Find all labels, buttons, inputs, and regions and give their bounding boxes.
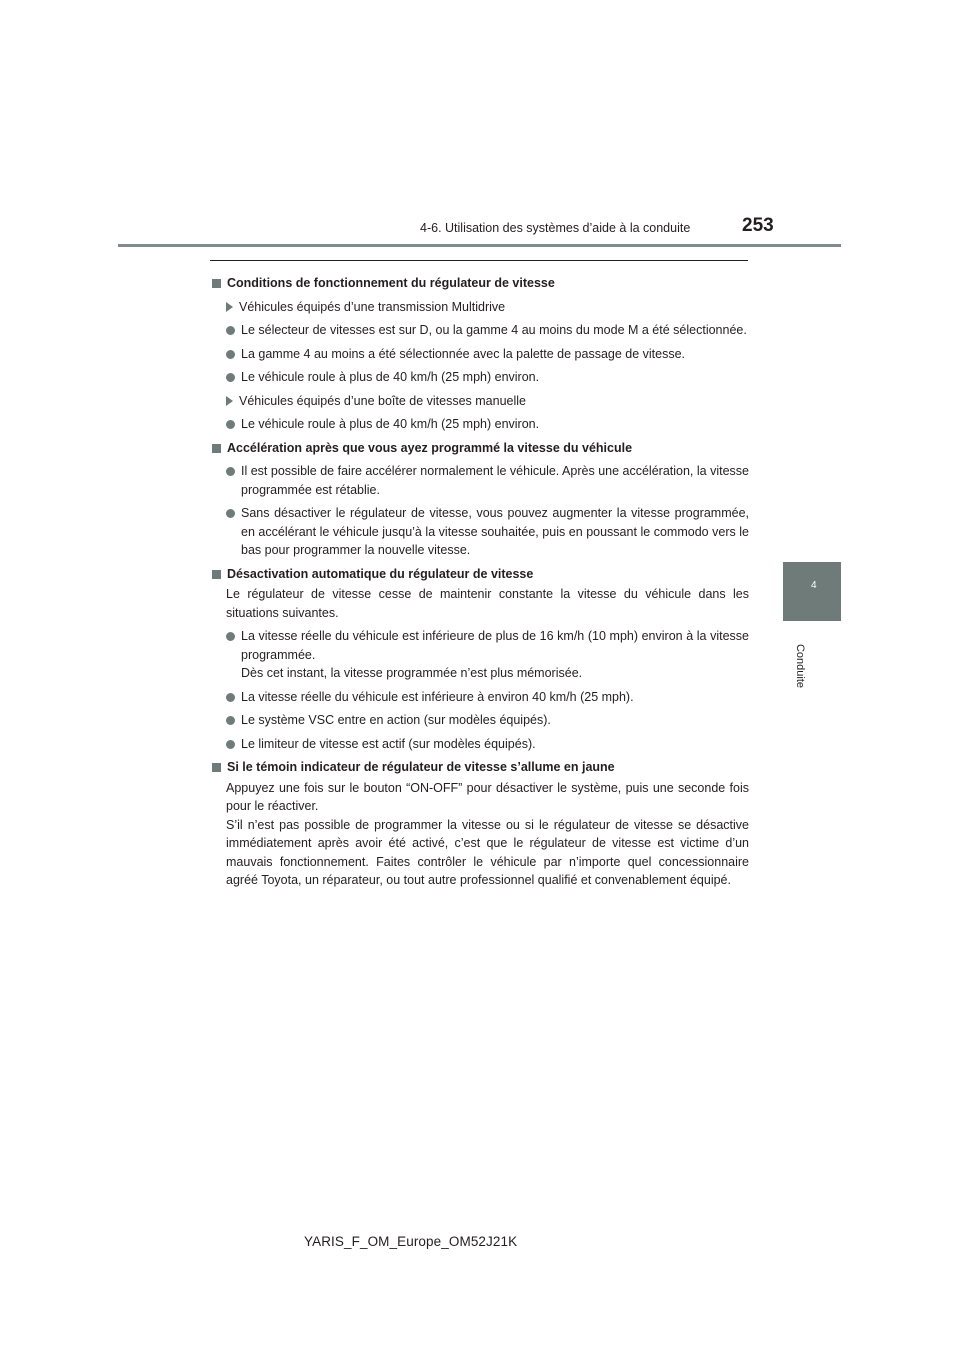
circle-bullet-icon xyxy=(226,350,235,359)
list-item-text: Sans désactiver le régulateur de vitesse, vous pouvez augmenter la vitesse programmée, en accélérant le véhicule jusqu’à la vitesse souhaitée, puis en poussant le commodo vers le bas pour programmer la nouvelle vitesse. xyxy=(241,506,749,557)
subheading-multidrive xyxy=(211,298,749,317)
subheading-manual xyxy=(211,392,749,411)
heading-indicator-yellow xyxy=(211,758,749,777)
list-item-text: La vitesse réelle du véhicule est inférieure à environ 40 km/h (25 mph). xyxy=(241,689,634,704)
list-item-text: Le sélecteur de vitesses est sur D, ou la gamme 4 au moins du mode M a été sélectionnée. xyxy=(241,323,747,337)
heading-text: Accélération après que vous ayez programmé la vitesse du véhicule xyxy=(227,440,633,455)
list-item xyxy=(211,415,749,434)
circle-bullet-icon xyxy=(226,693,235,702)
square-bullet-icon xyxy=(212,570,221,579)
section-rule xyxy=(210,260,748,261)
list-item-text: Le système VSC entre en action (sur modèles équipés). xyxy=(241,713,551,727)
circle-bullet-icon xyxy=(226,740,235,749)
chapter-label: Conduite xyxy=(794,643,806,689)
heading-text: Si le témoin indicateur de régulateur de vitesse s’allume en jaune xyxy=(227,760,615,774)
circle-bullet-icon xyxy=(226,467,235,476)
triangle-bullet-icon xyxy=(226,396,233,406)
chapter-number: 4 xyxy=(811,580,817,591)
circle-bullet-icon xyxy=(226,716,235,725)
paragraph-text: Appuyez une fois sur le bouton “ON-OFF” pour désactiver le système, puis une seconde fois pour le réactiver. xyxy=(226,780,749,813)
paragraph-text: S’il n’est pas possible de programmer la vitesse ou si le régulateur de vitesse se désactive immédiatement après avoir été activé, c’est que le régulateur de vitesse est victime d’un mauvais fonctionnement. Faites contrôler le véhicule par n’importe quel concessionnaire agréé Toyota, un réparateur, ou tout autre professionnel qualifié et convenablement équipé. xyxy=(226,817,749,887)
paragraph xyxy=(211,779,749,890)
circle-bullet-icon xyxy=(226,509,235,518)
page-content xyxy=(211,269,749,890)
square-bullet-icon xyxy=(212,279,221,288)
footer-doc-id: YARIS_F_OM_Europe_OM52J21K xyxy=(304,1234,518,1249)
subheading-text: Véhicules équipés d’une boîte de vitesses manuelle xyxy=(239,393,526,408)
square-bullet-icon xyxy=(212,444,221,453)
list-item-text-line: La vitesse réelle du véhicule est inférieure de plus de 16 km/h (10 mph) environ à la vitesse programmée. xyxy=(241,629,749,662)
subheading-text: Véhicules équipés d’une transmission Multidrive xyxy=(239,299,506,314)
list-item xyxy=(211,504,749,560)
list-item xyxy=(211,462,749,499)
list-item xyxy=(211,688,749,707)
list-item xyxy=(211,345,749,364)
page-header-title: 4-6. Utilisation des systèmes d’aide à la conduite xyxy=(420,221,691,235)
list-item xyxy=(211,321,749,340)
circle-bullet-icon xyxy=(226,373,235,382)
circle-bullet-icon xyxy=(226,326,235,335)
list-item-text: Il est possible de faire accélérer normalement le véhicule. Après une accélération, la vitesse programmée est rétablie. xyxy=(241,464,749,497)
list-item xyxy=(211,711,749,730)
list-item-text: Le véhicule roule à plus de 40 km/h (25 mph) environ. xyxy=(241,370,540,384)
heading-auto-deactivation xyxy=(211,565,749,584)
list-item xyxy=(211,368,749,387)
circle-bullet-icon xyxy=(226,632,235,641)
heading-acceleration xyxy=(211,439,749,458)
page-number: 253 xyxy=(742,215,774,236)
list-item-text-line: Dès cet instant, la vitesse programmée n’est plus mémorisée. xyxy=(241,666,583,680)
chapter-tab xyxy=(783,562,841,621)
heading-text: Conditions de fonctionnement du régulateur de vitesse xyxy=(227,276,555,290)
heading-text: Désactivation automatique du régulateur de vitesse xyxy=(227,566,534,581)
triangle-bullet-icon xyxy=(226,302,233,312)
paragraph: Le régulateur de vitesse cesse de maintenir constante la vitesse du véhicule dans les situations suivantes. xyxy=(226,587,749,620)
list-item-text: Le véhicule roule à plus de 40 km/h (25 mph) environ. xyxy=(241,417,540,431)
heading-conditions xyxy=(211,274,749,293)
list-item-text: La gamme 4 au moins a été sélectionnée avec la palette de passage de vitesse. xyxy=(241,346,686,361)
list-item xyxy=(211,735,749,754)
list-item xyxy=(211,627,749,683)
header-rule xyxy=(118,244,841,247)
circle-bullet-icon xyxy=(226,420,235,429)
square-bullet-icon xyxy=(212,763,221,772)
list-item-text xyxy=(241,627,749,683)
list-item-text: Le limiteur de vitesse est actif (sur modèles équipés). xyxy=(241,736,536,751)
